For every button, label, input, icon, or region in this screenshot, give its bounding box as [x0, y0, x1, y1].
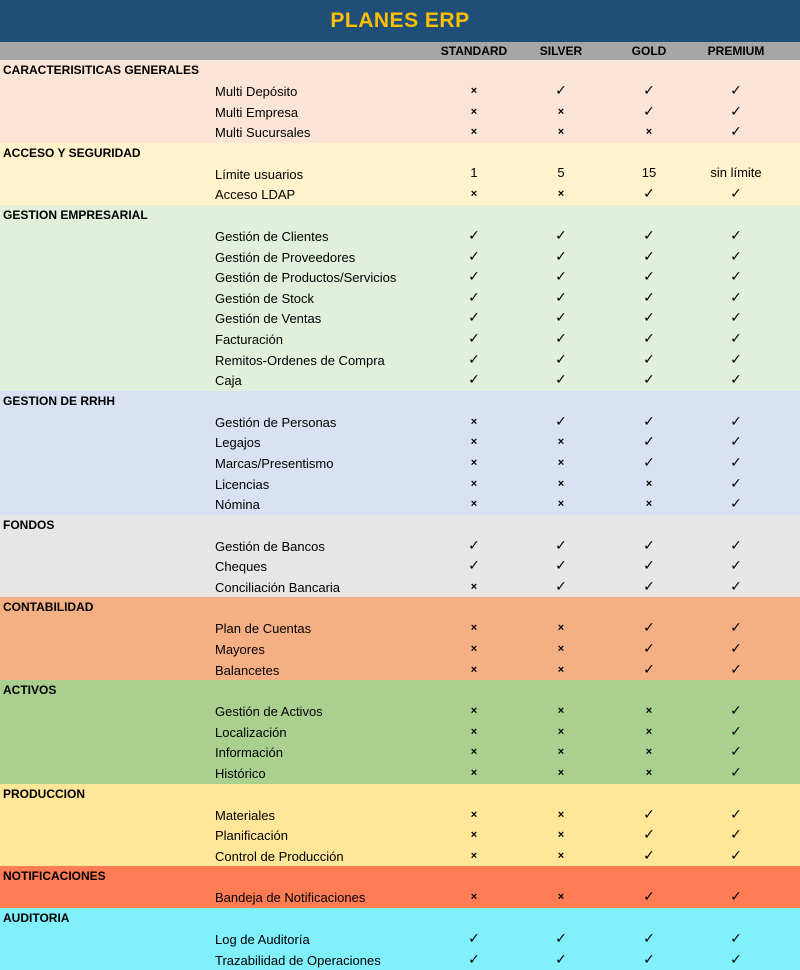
check-icon: ✓ [730, 930, 742, 946]
feature-row [0, 887, 800, 908]
check-icon: ✓ [730, 577, 742, 594]
cross-icon: × [557, 808, 565, 821]
cross-icon: × [470, 436, 478, 449]
feature-label: Gestión de Stock [215, 290, 314, 306]
check-icon: ✓ [555, 371, 567, 388]
column-header-silver: SILVER [539, 44, 583, 58]
section-notificaciones [0, 866, 800, 908]
section-title: CONTABILIDAD [3, 600, 94, 615]
check-icon: ✓ [643, 577, 655, 594]
check-icon: ✓ [730, 226, 742, 243]
feature-row [0, 329, 800, 350]
feature-label: Conciliación Bancaria [215, 579, 341, 595]
cross-icon: × [557, 746, 565, 759]
feature-row [0, 226, 800, 247]
check-icon: ✓ [643, 185, 655, 202]
feature-label: Cheques [215, 559, 268, 575]
cross-icon: × [470, 891, 478, 904]
feature-label: Licencias [215, 476, 270, 492]
cross-icon: × [470, 622, 478, 635]
check-icon: ✓ [730, 660, 742, 677]
cross-icon: × [557, 436, 565, 449]
cross-icon: × [470, 580, 478, 593]
cross-icon: × [470, 663, 478, 676]
feature-row [0, 184, 800, 205]
check-icon: ✓ [730, 412, 742, 429]
section-title: PRODUCCION [3, 786, 86, 801]
cross-icon: × [557, 891, 565, 904]
cross-icon: × [557, 188, 565, 201]
cross-icon: × [470, 105, 478, 118]
feature-label: Balancetes [215, 662, 280, 678]
check-icon: ✓ [643, 950, 655, 967]
feature-label: Bandeja de Notificaciones [215, 890, 366, 906]
feature-label: Gestión de Ventas [215, 311, 322, 327]
check-icon: ✓ [643, 536, 655, 553]
cross-icon: × [470, 415, 478, 428]
cross-icon: × [557, 643, 565, 656]
feature-label: Plan de Cuentas [215, 621, 312, 637]
feature-row [0, 412, 800, 433]
feature-row [0, 660, 800, 681]
feature-label: Control de Producción [215, 848, 344, 864]
cross-icon: × [470, 477, 478, 490]
cross-icon: × [470, 808, 478, 821]
check-icon: ✓ [643, 846, 655, 863]
check-icon: ✓ [730, 702, 742, 719]
check-icon: ✓ [730, 371, 742, 388]
section-fondos [0, 515, 800, 598]
check-icon: ✓ [730, 640, 742, 657]
feature-row [0, 122, 800, 143]
feature-label: Remitos-Ordenes de Compra [215, 352, 385, 368]
cross-icon: × [470, 85, 478, 97]
feature-label: Log de Auditoría [215, 932, 310, 947]
check-icon: ✓ [555, 329, 567, 346]
feature-row [0, 308, 800, 329]
feature-row [0, 556, 800, 577]
check-icon: ✓ [555, 226, 567, 243]
feature-label: Gestión de Productos/Servicios [215, 270, 397, 286]
feature-row [0, 722, 800, 743]
check-icon: ✓ [643, 309, 655, 326]
column-header-row [0, 42, 800, 60]
feature-row [0, 474, 800, 495]
feature-row [0, 805, 800, 826]
cross-icon: × [470, 126, 478, 139]
cross-icon: × [645, 477, 653, 490]
feature-label: Materiales [215, 807, 275, 823]
cross-icon: × [557, 622, 565, 635]
feature-row [0, 494, 800, 515]
section-acceso-y-seguridad [0, 143, 800, 205]
feature-label: Histórico [215, 766, 266, 782]
check-icon: ✓ [730, 743, 742, 760]
feature-row [0, 763, 800, 784]
check-icon: ✓ [643, 412, 655, 429]
section-activos [0, 680, 800, 783]
cross-icon: × [470, 456, 478, 469]
cross-icon: × [557, 456, 565, 469]
feature-label: Multi Empresa [215, 104, 299, 120]
feature-row [0, 102, 800, 123]
feature-label: Gestión de Proveedores [215, 249, 356, 265]
check-icon: ✓ [555, 247, 567, 264]
check-icon: ✓ [468, 350, 480, 367]
check-icon: ✓ [468, 226, 480, 243]
cross-icon: × [557, 829, 565, 842]
check-icon: ✓ [730, 123, 742, 140]
feature-row [0, 577, 800, 598]
check-icon: ✓ [468, 329, 480, 346]
cross-icon: × [470, 705, 478, 718]
check-icon: ✓ [643, 640, 655, 657]
check-icon: ✓ [555, 930, 567, 946]
check-icon: ✓ [555, 536, 567, 553]
check-icon: ✓ [643, 268, 655, 285]
check-icon: ✓ [643, 433, 655, 450]
feature-label: Gestión de Activos [215, 704, 323, 720]
feature-label: Multi Depósito [215, 84, 298, 99]
feature-label: Mayores [215, 642, 265, 658]
column-header-gold: GOLD [631, 44, 667, 58]
column-header-standard: STANDARD [440, 44, 508, 58]
cross-icon: × [470, 829, 478, 842]
check-icon: ✓ [730, 350, 742, 367]
cross-icon: × [557, 725, 565, 738]
check-icon: ✓ [468, 930, 480, 946]
check-icon: ✓ [555, 577, 567, 594]
feature-row [0, 536, 800, 557]
check-icon: ✓ [468, 371, 480, 388]
feature-label: Legajos [215, 435, 261, 451]
check-icon: ✓ [730, 495, 742, 512]
column-header-premium: PREMIUM [707, 44, 765, 58]
check-icon: ✓ [555, 82, 567, 98]
section-title: CARACTERISITICAS GENERALES [3, 63, 200, 77]
feature-label: Gestión de Clientes [215, 228, 329, 244]
check-icon: ✓ [468, 536, 480, 553]
feature-label: Acceso LDAP [215, 187, 296, 203]
feature-row [0, 825, 800, 846]
feature-row [0, 164, 800, 185]
cross-icon: × [557, 663, 565, 676]
section-title: ACCESO Y SEGURIDAD [3, 145, 141, 160]
section-title: ACTIVOS [3, 683, 57, 698]
feature-row [0, 247, 800, 268]
feature-label: Información [215, 745, 283, 761]
check-icon: ✓ [730, 722, 742, 739]
check-icon: ✓ [555, 350, 567, 367]
check-icon: ✓ [643, 371, 655, 388]
section-caracterisiticas-generales [0, 60, 800, 143]
page-title: PLANES ERP [0, 0, 800, 42]
check-icon: ✓ [555, 950, 567, 967]
cross-icon: × [470, 767, 478, 780]
check-icon: ✓ [730, 950, 742, 967]
check-icon: ✓ [555, 412, 567, 429]
feature-label: Gestión de Bancos [215, 538, 325, 554]
cross-icon: × [557, 849, 565, 862]
feature-label: Nómina [215, 497, 260, 513]
check-icon: ✓ [468, 557, 480, 574]
check-icon: ✓ [643, 557, 655, 574]
cross-icon: × [470, 498, 478, 511]
cross-icon: × [470, 643, 478, 656]
value-premium: sin límite [710, 164, 762, 180]
cross-icon: × [557, 126, 565, 139]
feature-row [0, 701, 800, 722]
feature-label: Facturación [215, 331, 283, 347]
cross-icon: × [470, 849, 478, 862]
section-gestion-de-rrhh [0, 391, 800, 515]
check-icon: ✓ [555, 288, 567, 305]
check-icon: ✓ [730, 805, 742, 822]
check-icon: ✓ [730, 557, 742, 574]
check-icon: ✓ [730, 619, 742, 636]
cross-icon: × [645, 746, 653, 759]
check-icon: ✓ [730, 888, 742, 905]
check-icon: ✓ [643, 350, 655, 367]
check-icon: ✓ [730, 288, 742, 305]
check-icon: ✓ [643, 805, 655, 822]
section-produccion [0, 784, 800, 867]
check-icon: ✓ [643, 453, 655, 470]
check-icon: ✓ [643, 619, 655, 636]
plans-comparison-table [0, 60, 800, 970]
check-icon: ✓ [730, 329, 742, 346]
check-icon: ✓ [468, 247, 480, 264]
check-icon: ✓ [730, 826, 742, 843]
check-icon: ✓ [643, 247, 655, 264]
cross-icon: × [557, 498, 565, 511]
feature-label: Localización [215, 724, 287, 740]
check-icon: ✓ [555, 557, 567, 574]
feature-label: Trazabilidad de Operaciones [215, 952, 381, 968]
check-icon: ✓ [468, 268, 480, 285]
check-icon: ✓ [730, 247, 742, 264]
value-silver: 5 [557, 164, 565, 180]
section-gestion-empresarial [0, 205, 800, 391]
check-icon: ✓ [555, 268, 567, 285]
check-icon: ✓ [555, 309, 567, 326]
check-icon: ✓ [643, 226, 655, 243]
check-icon: ✓ [643, 82, 655, 98]
check-icon: ✓ [643, 288, 655, 305]
section-title: AUDITORIA [3, 911, 70, 925]
cross-icon: × [557, 767, 565, 780]
cross-icon: × [470, 725, 478, 738]
feature-row [0, 350, 800, 371]
feature-row [0, 929, 800, 950]
check-icon: ✓ [730, 764, 742, 781]
feature-label: Planificación [215, 828, 288, 844]
check-icon: ✓ [643, 888, 655, 905]
value-gold: 15 [641, 164, 657, 180]
check-icon: ✓ [730, 453, 742, 470]
feature-row [0, 370, 800, 391]
check-icon: ✓ [643, 102, 655, 119]
feature-label: Multi Sucursales [215, 125, 311, 141]
feature-row [0, 950, 800, 970]
check-icon: ✓ [643, 826, 655, 843]
check-icon: ✓ [730, 82, 742, 98]
feature-label: Límite usuarios [215, 166, 304, 182]
cross-icon: × [645, 705, 653, 718]
cross-icon: × [645, 767, 653, 780]
check-icon: ✓ [468, 950, 480, 967]
cross-icon: × [557, 477, 565, 490]
check-icon: ✓ [730, 185, 742, 202]
check-icon: ✓ [730, 309, 742, 326]
cross-icon: × [470, 746, 478, 759]
check-icon: ✓ [468, 288, 480, 305]
cross-icon: × [645, 498, 653, 511]
feature-row [0, 288, 800, 309]
value-standard: 1 [470, 164, 478, 180]
feature-row [0, 453, 800, 474]
feature-row [0, 81, 800, 102]
feature-row [0, 432, 800, 453]
section-title: FONDOS [3, 517, 55, 532]
section-auditoria [0, 908, 800, 970]
feature-label: Marcas/Presentismo [215, 455, 334, 471]
feature-row [0, 618, 800, 639]
check-icon: ✓ [730, 846, 742, 863]
check-icon: ✓ [730, 536, 742, 553]
feature-row [0, 267, 800, 288]
feature-row [0, 742, 800, 763]
cross-icon: × [645, 126, 653, 139]
check-icon: ✓ [730, 268, 742, 285]
check-icon: ✓ [730, 474, 742, 491]
cross-icon: × [557, 705, 565, 718]
check-icon: ✓ [730, 433, 742, 450]
feature-label: Caja [215, 373, 242, 389]
check-icon: ✓ [643, 930, 655, 946]
section-title: GESTION EMPRESARIAL [3, 207, 148, 222]
feature-label: Gestión de Personas [215, 414, 337, 430]
cross-icon: × [645, 725, 653, 738]
feature-row [0, 846, 800, 867]
feature-row [0, 639, 800, 660]
check-icon: ✓ [643, 660, 655, 677]
section-contabilidad [0, 597, 800, 680]
section-title: GESTION DE RRHH [3, 393, 116, 408]
cross-icon: × [557, 105, 565, 118]
check-icon: ✓ [643, 329, 655, 346]
check-icon: ✓ [730, 102, 742, 119]
check-icon: ✓ [468, 309, 480, 326]
section-title: NOTIFICACIONES [3, 869, 106, 884]
cross-icon: × [470, 188, 478, 201]
